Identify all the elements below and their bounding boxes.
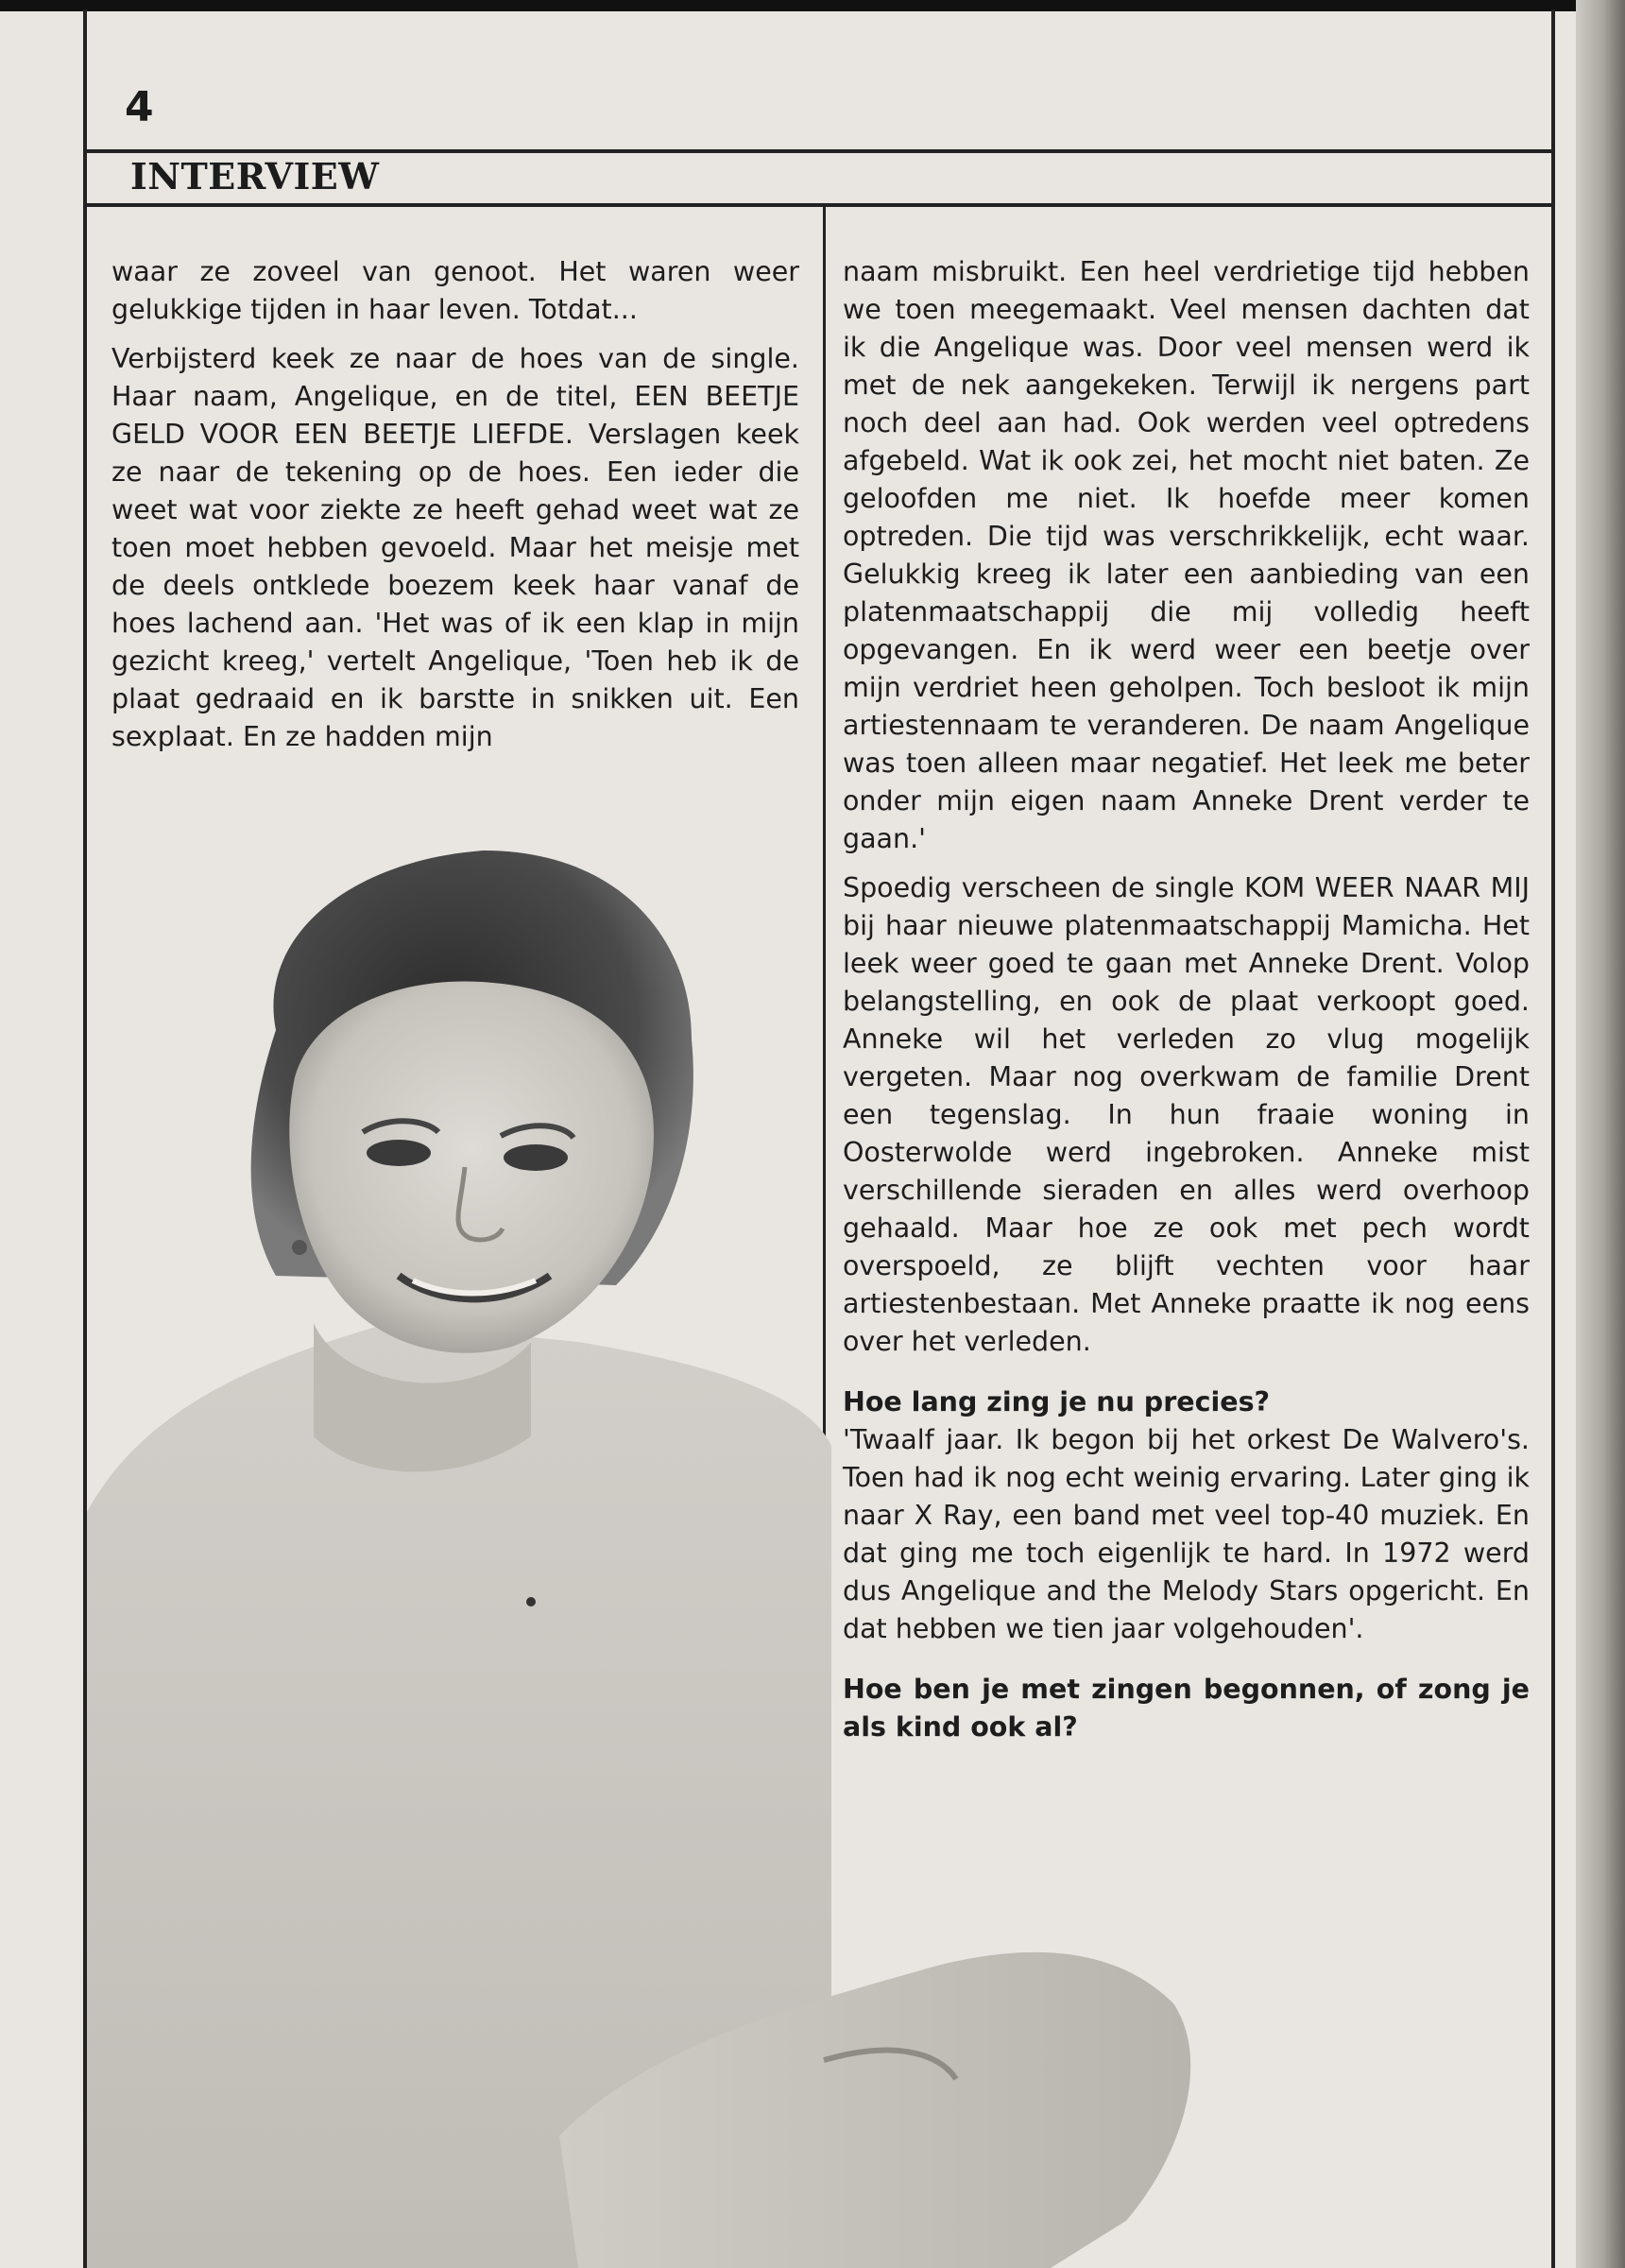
left-paragraph-2: Verbijsterd keek ze naar de hoes van de single. Haar naam, Angelique, en de titel, EEN BEETJE GELD VOOR EEN BEETJE LIEFDE. Verslagen keek ze naar de tekening op de hoes. Een ieder die weet wat voor ziekte ze heeft gehad weet wat ze toen moet hebben gevoeld. Maar het meisje met de deels ontklede boezem keek haar vanaf de hoes lachend aan. 'Het was of ik een klap in mijn gezicht kreeg,' vertelt Angelique, 'Toen heb ik de plaat gedraaid en ik barstte in snikken uit. Een sexplaat. En ze hadden mijn: [111, 343, 799, 752]
page-number: 4: [125, 83, 154, 131]
interview-question-1: Hoe lang zing je nu precies?: [843, 1386, 1271, 1418]
left-paragraph-1: waar ze zoveel van genoot. Het waren weer gelukkige tijden in haar leven. Totdat...: [111, 256, 799, 325]
portrait-photo: [87, 832, 1578, 2268]
header-rule-bottom: [83, 203, 1555, 207]
scan-edge-right: [1576, 0, 1625, 2268]
section-heading: INTERVIEW: [130, 155, 380, 198]
right-paragraph-2: Spoedig verscheen de single KOM WEER NAAR MIJ bij haar nieuwe platenmaatschappij Mamicha. Het leek weer goed te gaan met Anneke Drent. Volop belangstelling, en ook de plaat verkoopt goed. Anneke wil het verleden zo vlug mogelijk vergeten. Maar nog overkwam de familie Drent een tegenslag. In hun fraaie woning in Oosterwolde werd ingebroken. Anneke mist verschillende sieraden en alles werd overhoop gehaald. Maar hoe ze ook met pech wordt overspoeld, ze blijft vechten voor haar artiestenbestaan. Met Anneke praatte ik nog eens over het verleden.: [843, 872, 1530, 1357]
right-paragraph-1: naam misbruikt. Een heel verdrietige tijd hebben we toen meegemaakt. Veel mensen dachten dat ik die Angelique was. Door veel mensen werd ik met de nek aangekeken. Terwijl ik nergens part noch deel aan had. Ook werden veel optredens afgebeld. Wat ik ook zei, het mocht niet baten. Ze geloofden me niet. Ik hoefde meer komen optreden. Die tijd was verschrikkelijk, echt waar. Gelukkig kreeg ik later een aanbieding van een platenmaatschappij die mij volledig heeft opgevangen. En ik werd weer een beetje over mijn verdriet heen geholpen. Toch besloot ik mijn artiestennaam te veranderen. De naam Angelique was toen alleen maar negatief. Het leek me beter onder mijn eigen naam Anneke Drent verder te gaan.': [843, 256, 1530, 854]
interview-question-2: Hoe ben je met zingen begonnen, of zong je als kind ook al?: [843, 1674, 1530, 1743]
left-column: [111, 253, 799, 767]
interview-answer-1: 'Twaalf jaar. Ik begon bij het orkest De Walvero's. Toen had ik nog echt weinig ervaring. Later ging ik naar X Ray, een band met veel top-40 muziek. En dat ging me toch eigenlijk te hard. In 1972 werd dus Angelique and the Melody Stars opgericht. En dat hebben we tien jaar volgehouden'.: [843, 1424, 1530, 1644]
header-rule-top: [83, 149, 1555, 153]
